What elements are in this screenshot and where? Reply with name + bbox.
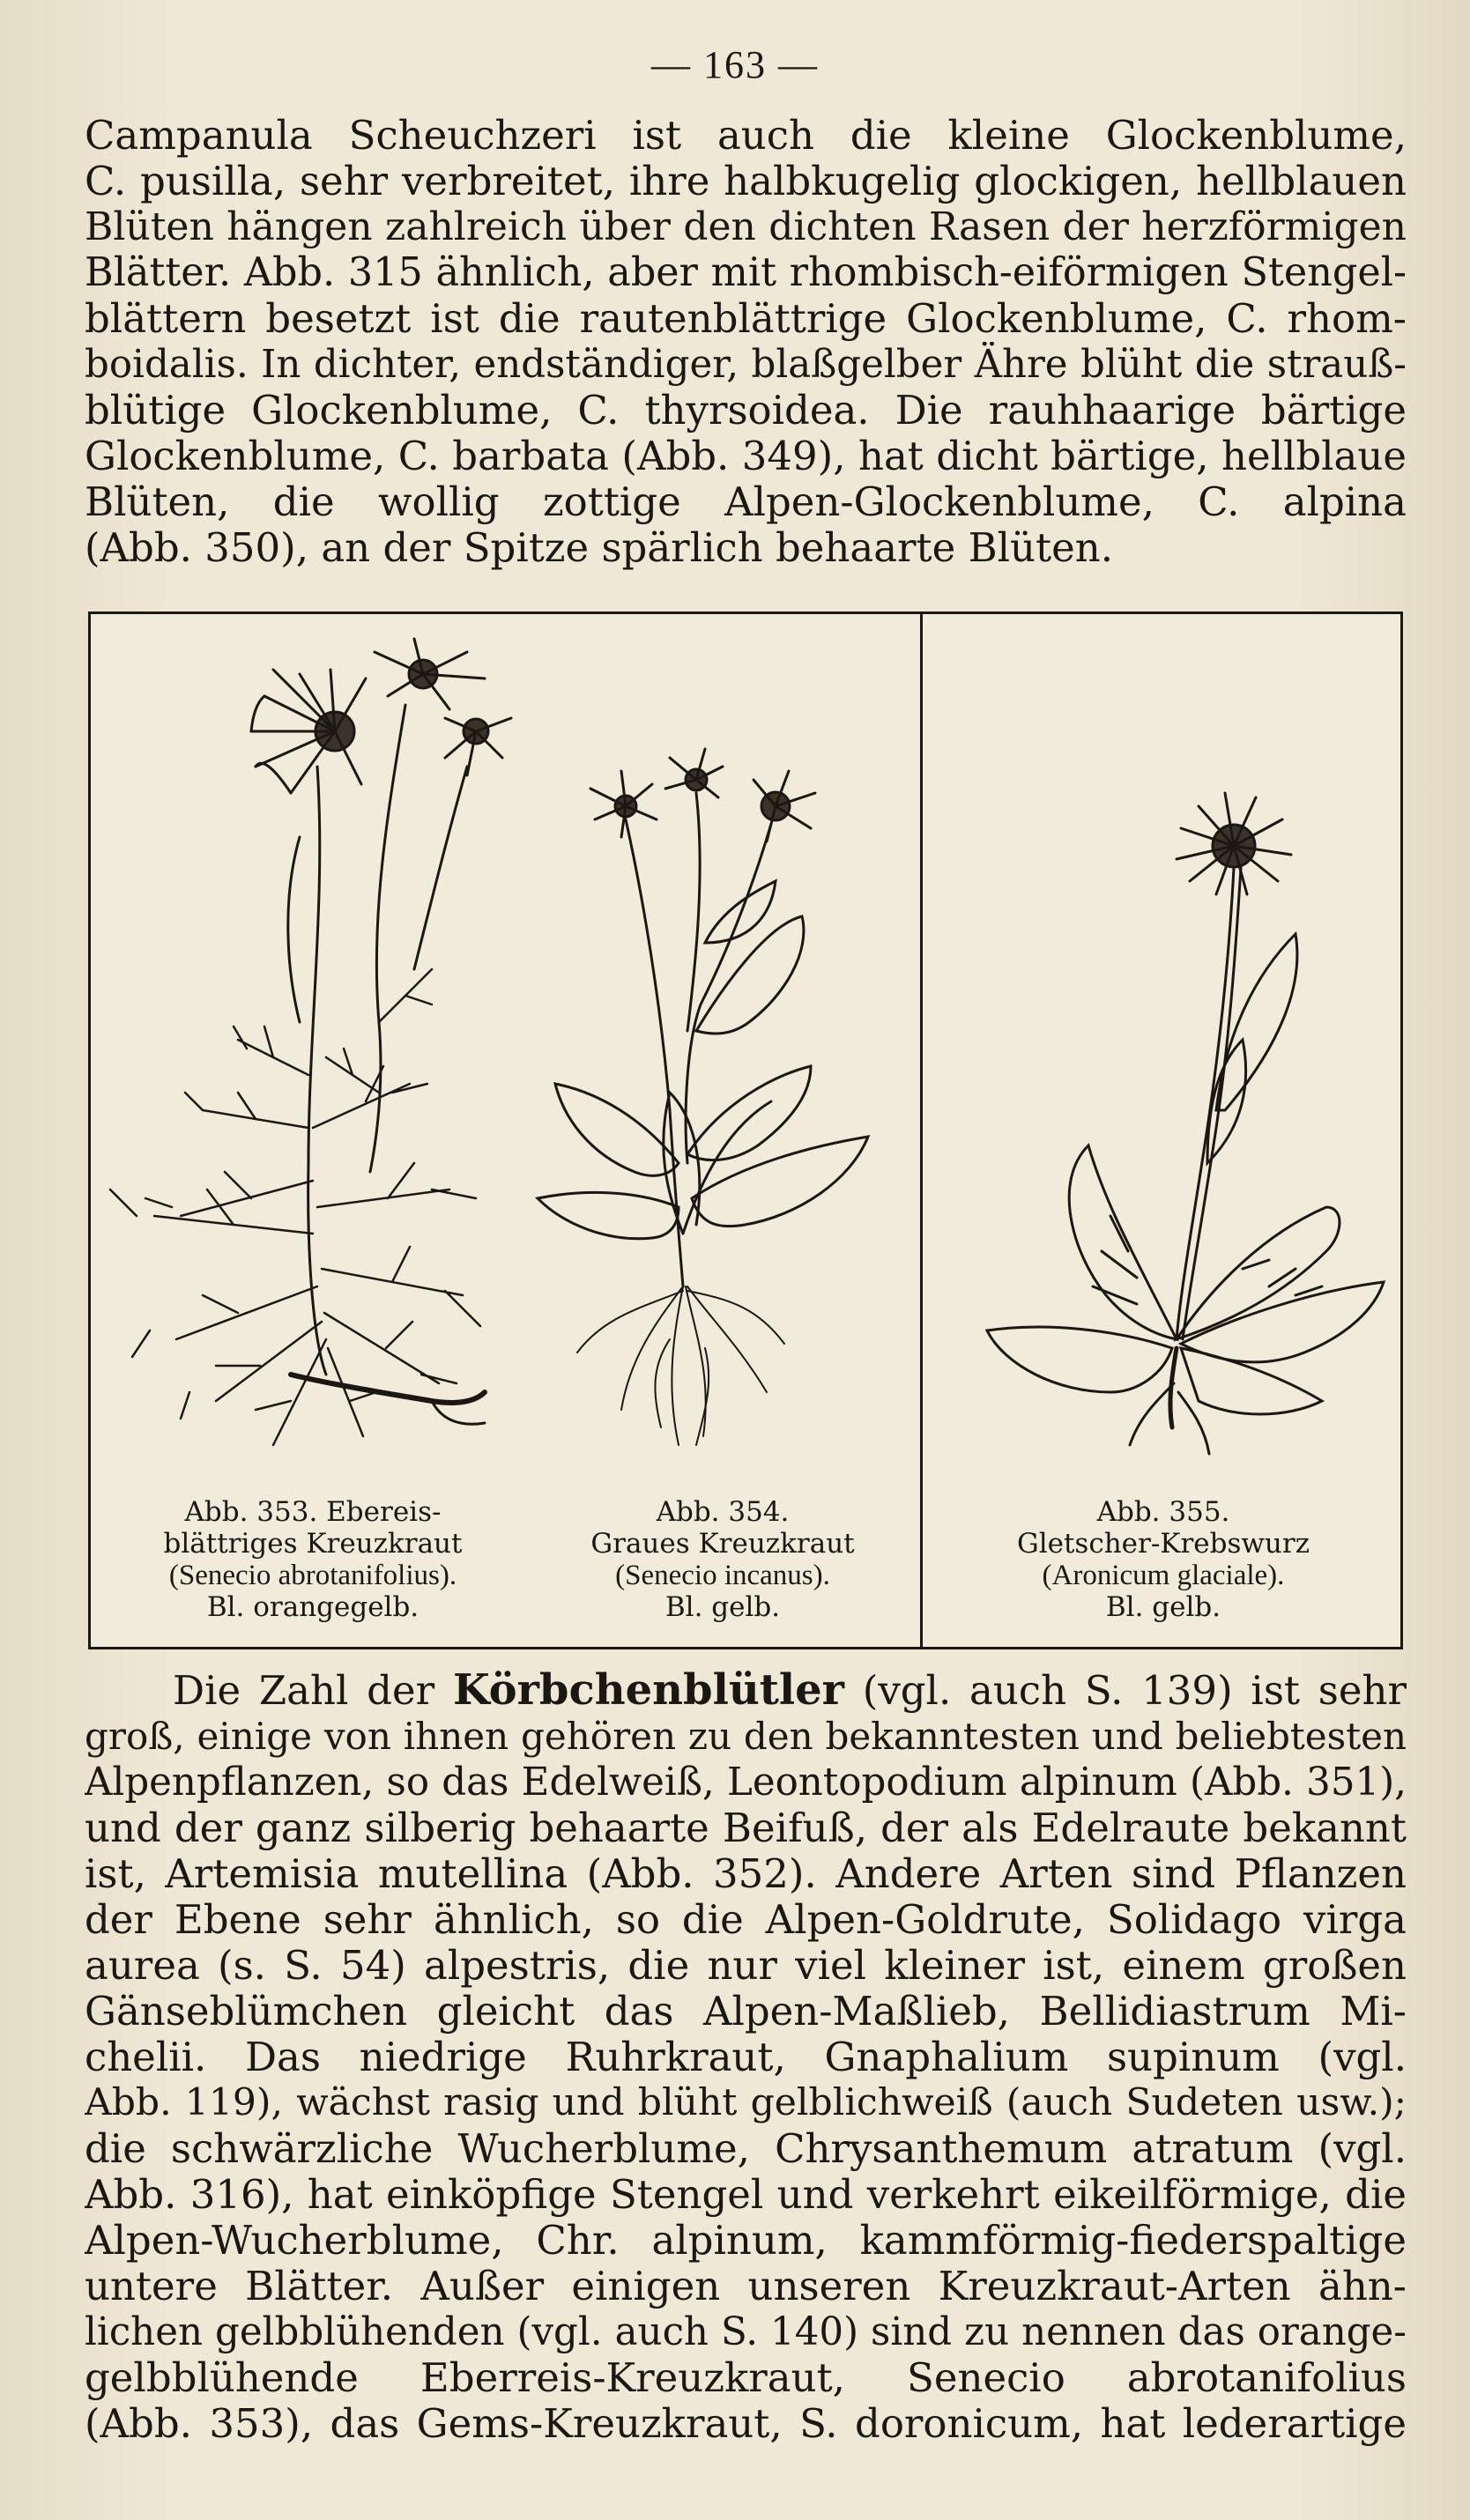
caption-color: Bl. orangegelb. [206,1591,419,1623]
text-span: Die Zahl der [173,1667,453,1714]
text-line: die schwärzliche Wucherblume, Chrysanthemum atratum (vgl. [85,2126,1407,2172]
text-line: gelbblühende Eberreis-Kreuzkraut, Senecio abrotanifolius [85,2355,1407,2401]
caption-label: Abb. 355. [1096,1496,1230,1528]
text-line: untere Blätter. Außer einigen unseren Kreuzkraut-Arten ähn- [85,2264,1407,2309]
text-line: (Abb. 353), das Gems-Kreuzkraut, S. doronicum, hat lederartige [85,2401,1407,2447]
text-line: blütige Glockenblume, C. thyrsoidea. Die rauhhaarige bärtige [85,388,1407,434]
caption-label: Abb. 354. [656,1496,790,1528]
text-line: der Ebene sehr ähnlich, so die Alpen-Goldrute, Solidago virga [85,1897,1407,1943]
text-line: Blätter. Abb. 315 ähnlich, aber mit rhombisch-eiförmigen Stengel- [85,250,1407,295]
caption-abb-354 [538,1496,908,1623]
caption-color: Bl. gelb. [664,1591,781,1623]
page-number: — 163 — [651,43,819,86]
text-line: blättern besetzt ist die rautenblättrige Glockenblume, C. rhom- [85,296,1407,342]
caption-name: blättriges Kreuzkraut [163,1528,463,1560]
text-line: und der ganz silberig behaarte Beifuß, der als Edelraute bekannt [85,1805,1407,1851]
text-line: Glockenblume, C. barbata (Abb. 349), hat dicht bärtige, hellblaue [85,434,1407,479]
text-line: boidalis. In dichter, endständiger, blaßgelber Ähre blüht die strauß- [85,343,1407,387]
caption-color: Bl. gelb. [1105,1591,1221,1623]
senecio-abrotanifolius-illustration [97,634,538,1480]
text-line: groß, einige von ihnen gehören zu den bekanntesten und beliebtesten [85,1715,1407,1758]
caption-name: Graues Kreuzkraut [590,1528,855,1560]
paragraph-koerbchenbluetler [85,1667,1407,2447]
keyword-koerbchenbluetler: Körbchenblütler [452,1667,844,1714]
text-line-first [85,1667,1407,1714]
text-line: (Abb. 350), an der Spitze spärlich behaarte Blüten. [85,525,1114,571]
caption-abb-355 [934,1496,1392,1623]
caption-latin: (Aronicum glaciale). [1042,1560,1285,1591]
text-line: ist, Artemisia mutellina (Abb. 352). Andere Arten sind Pflanzen [85,1851,1407,1897]
text-span: (vgl. auch S. 139) ist sehr [843,1667,1407,1714]
text-line: C. pusilla, sehr verbreitet, ihre halbkugelig glockigen, hellblauen [85,159,1407,204]
text-line: Alpen-Wucherblume, Chr. alpinum, kammförmig-fiederspaltige [85,2218,1407,2264]
text-line: lichen gelbblühenden (vgl. auch S. 140) sind zu nennen das orange- [85,2310,1407,2354]
caption-name: Gletscher-Krebswurz [1016,1528,1310,1560]
caption-abb-353 [97,1496,529,1623]
text-line: Blüten, die wollig zottige Alpen-Glockenblume, C. alpina [85,479,1407,525]
text-line: Alpenpflanzen, so das Edelweiß, Leontopodium alpinum (Abb. 351), [85,1760,1407,1805]
paragraph-campanula [85,113,1407,571]
aronicum-glaciale-illustration [925,775,1401,1480]
figure-divider [920,611,923,1649]
text-line: chelii. Das niedrige Ruhrkraut, Gnaphalium supinum (vgl. [85,2035,1407,2080]
text-line: Abb. 316), hat einköpfige Stengel und verkehrt eikeilförmige, die [85,2172,1407,2218]
caption-label: Abb. 353. Ebereis- [184,1496,442,1528]
text-line: Gänseblümchen gleicht das Alpen-Maßlieb, Bellidiastrum Mi- [85,1989,1407,2035]
text-line: Campanula Scheuchzeri ist auch die kleine Glockenblume, [85,113,1407,159]
text-line: aurea (s. S. 54) alpestris, die nur viel kleiner ist, einem großen [85,1943,1407,1989]
text-line: Abb. 119), wächst rasig und blüht gelblichweiß (auch Sudeten usw.); [85,2081,1407,2124]
caption-latin: (Senecio incanus). [615,1560,830,1591]
caption-latin: (Senecio abrotanifolius). [168,1560,457,1591]
senecio-incanus-illustration [529,740,917,1471]
text-line: Blüten hängen zahlreich über den dichten Rasen der herzförmigen [85,204,1407,249]
